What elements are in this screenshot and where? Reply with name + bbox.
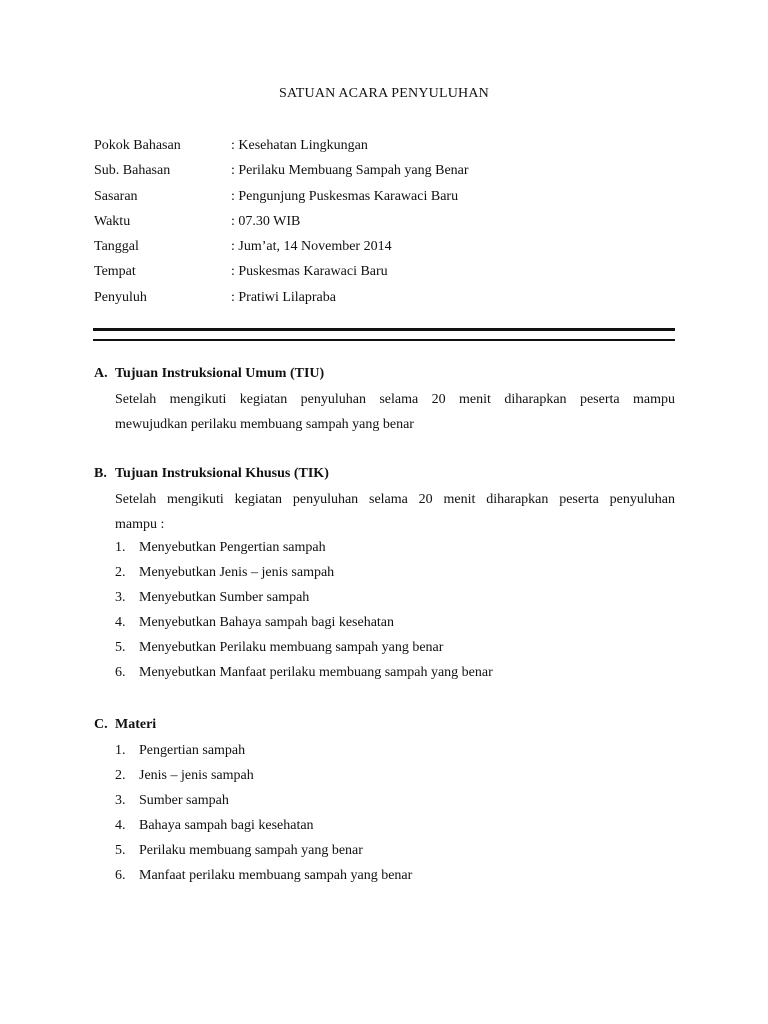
- info-label: Waktu: [94, 213, 131, 229]
- info-row-tempat: [94, 262, 694, 287]
- list-item: [115, 765, 675, 790]
- list-text: Menyebutkan Manfaat perilaku membuang sampah yang benar: [139, 665, 493, 680]
- list-number: 2.: [115, 768, 126, 783]
- paragraph-line: mewujudkan perilaku membuang sampah yang benar: [115, 417, 414, 432]
- list-number: 1.: [115, 540, 126, 555]
- list-number: 3.: [115, 590, 126, 605]
- list-text: Bahaya sampah bagi kesehatan: [139, 818, 314, 833]
- list-item: [115, 537, 675, 562]
- info-value: : Puskesmas Karawaci Baru: [231, 264, 388, 280]
- list-item: [115, 815, 675, 840]
- list-number: 5.: [115, 843, 126, 858]
- paragraph-line: Setelah mengikuti kegiatan penyuluhan selama 20 menit diharapkan peserta penyuluhan: [115, 492, 675, 507]
- list-item: [115, 865, 675, 890]
- list-item: [115, 562, 675, 587]
- section-heading: [94, 364, 675, 389]
- info-value: : Pratiwi Lilapraba: [231, 289, 336, 305]
- info-label: Tempat: [94, 264, 136, 280]
- info-value: : Perilaku Membuang Sampah yang Benar: [231, 163, 469, 179]
- info-value: : Kesehatan Lingkungan: [231, 138, 368, 153]
- info-label: Pokok Bahasan: [94, 138, 181, 153]
- info-label: Penyuluh: [94, 289, 147, 305]
- section-letter: A.: [94, 366, 108, 381]
- section-a: [94, 364, 675, 437]
- list-text: Menyebutkan Bahaya sampah bagi kesehatan: [139, 615, 395, 630]
- list-item: [115, 637, 675, 662]
- info-label: Sub. Bahasan: [94, 163, 171, 179]
- materials-list: [115, 740, 675, 890]
- section-c: [94, 715, 675, 890]
- info-value: : Pengunjung Puskesmas Karawaci Baru: [231, 188, 459, 204]
- section-letter: B.: [94, 466, 107, 481]
- list-item: [115, 587, 675, 612]
- list-text: Menyebutkan Sumber sampah: [139, 590, 310, 605]
- info-row-waktu: [94, 212, 694, 237]
- list-number: 2.: [115, 565, 126, 580]
- section-heading: [94, 464, 675, 489]
- list-item: [115, 612, 675, 637]
- section-title: Tujuan Instruksional Umum (TIU): [115, 366, 325, 381]
- list-text: Menyebutkan Jenis – jenis sampah: [139, 565, 335, 580]
- list-text: Manfaat perilaku membuang sampah yang benar: [139, 868, 413, 883]
- list-number: 6.: [115, 665, 126, 680]
- list-text: Sumber sampah: [139, 793, 229, 808]
- section-title: Materi: [115, 717, 157, 732]
- info-row-pokok-bahasan: [94, 136, 694, 161]
- info-row-tanggal: [94, 237, 694, 262]
- list-text: Jenis – jenis sampah: [139, 768, 254, 783]
- list-text: Menyebutkan Pengertian sampah: [139, 540, 326, 555]
- divider-thick: [93, 328, 675, 331]
- section-b: [94, 464, 675, 687]
- list-number: 6.: [115, 868, 126, 883]
- info-row-sub-bahasan: [94, 161, 694, 186]
- list-text: Pengertian sampah: [139, 743, 246, 758]
- list-text: Menyebutkan Perilaku membuang sampah yang benar: [139, 640, 444, 655]
- info-table: [94, 136, 694, 313]
- info-label: Tanggal: [94, 239, 139, 255]
- list-item: [115, 662, 675, 687]
- paragraph-line: Setelah mengikuti kegiatan penyuluhan selama 20 menit diharapkan peserta mampu: [115, 392, 675, 407]
- list-text: Perilaku membuang sampah yang benar: [139, 843, 363, 858]
- list-item: [115, 840, 675, 865]
- section-letter: C.: [94, 717, 108, 732]
- list-number: 3.: [115, 793, 126, 808]
- document-title: SATUAN ACARA PENYULUHAN: [279, 86, 489, 101]
- list-number: 4.: [115, 615, 126, 630]
- divider-thin: [93, 339, 675, 341]
- section-paragraph: [115, 487, 675, 537]
- list-item: [115, 740, 675, 765]
- list-number: 4.: [115, 818, 126, 833]
- info-row-sasaran: [94, 187, 694, 212]
- paragraph-line: mampu :: [115, 517, 165, 532]
- info-value: : Jum’at, 14 November 2014: [231, 239, 392, 255]
- section-title: Tujuan Instruksional Khusus (TIK): [115, 466, 329, 481]
- list-number: 1.: [115, 743, 126, 758]
- list-number: 5.: [115, 640, 126, 655]
- list-item: [115, 790, 675, 815]
- section-heading: [94, 715, 675, 740]
- info-row-penyuluh: [94, 288, 694, 313]
- objectives-list: [115, 537, 675, 687]
- section-paragraph: [115, 387, 675, 437]
- info-label: Sasaran: [94, 188, 138, 204]
- info-value: : 07.30 WIB: [231, 213, 301, 229]
